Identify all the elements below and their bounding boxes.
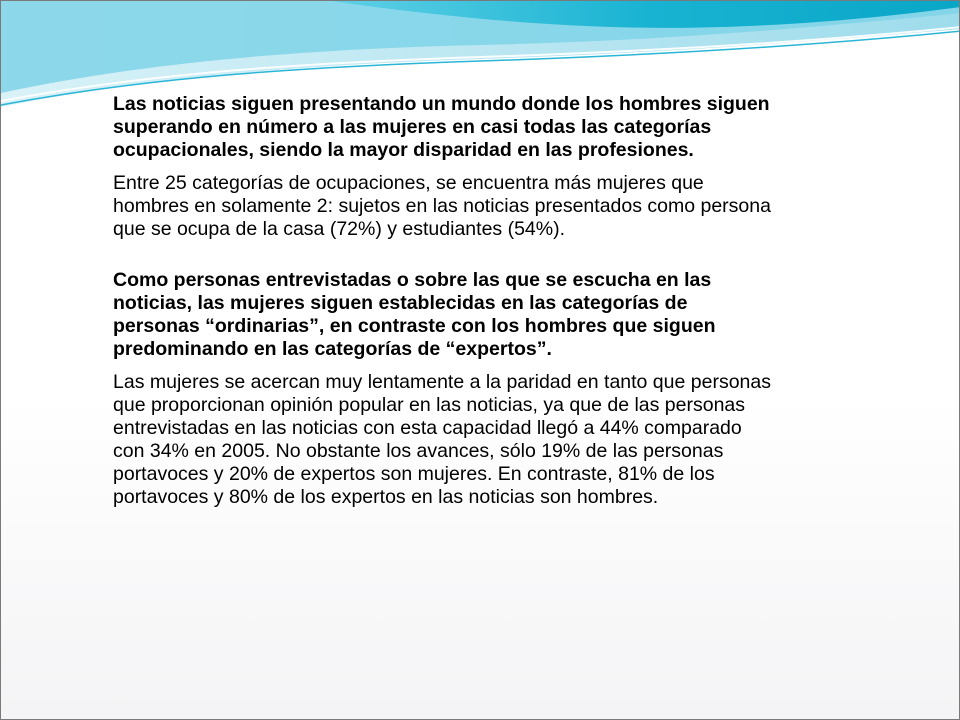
paragraph-interviewees-summary: Como personas entrevistadas o sobre las que se escucha en las noticias, las mujeres siguen establecidas en las categorías de personas “ordinarias”, en contraste con los hombres que siguen predominando en las categorías de “expertos”. <box>113 269 716 360</box>
paragraph-interviewees-detail: Las mujeres se acercan muy lentamente a la paridad en tanto que personas que proporcionan opinión popular en las noticias, ya que de las personas entrevistadas en las noticias con esta capacidad llegó a 44% comparado con 34% en 2005. No obstante los avances, sólo 19% de las personas portavoces y 20% de expertos son mujeres. En contraste, 81% de los portavoces y 80% de los expertos en las noticias son hombres. <box>113 371 771 508</box>
paragraph-occupations-summary: Las noticias siguen presentando un mundo donde los hombres siguen superando en número a las mujeres en casi todas las categorías ocupacionales, siendo la mayor disparidad en las profesiones. <box>113 93 770 161</box>
text-body <box>113 93 921 509</box>
paragraph-occupations-detail: Entre 25 categorías de ocupaciones, se encuentra más mujeres que hombres en solamente 2: sujetos en las noticias presentados como persona que se ocupa de la casa (72%) y estudiantes (54%). <box>113 172 771 240</box>
